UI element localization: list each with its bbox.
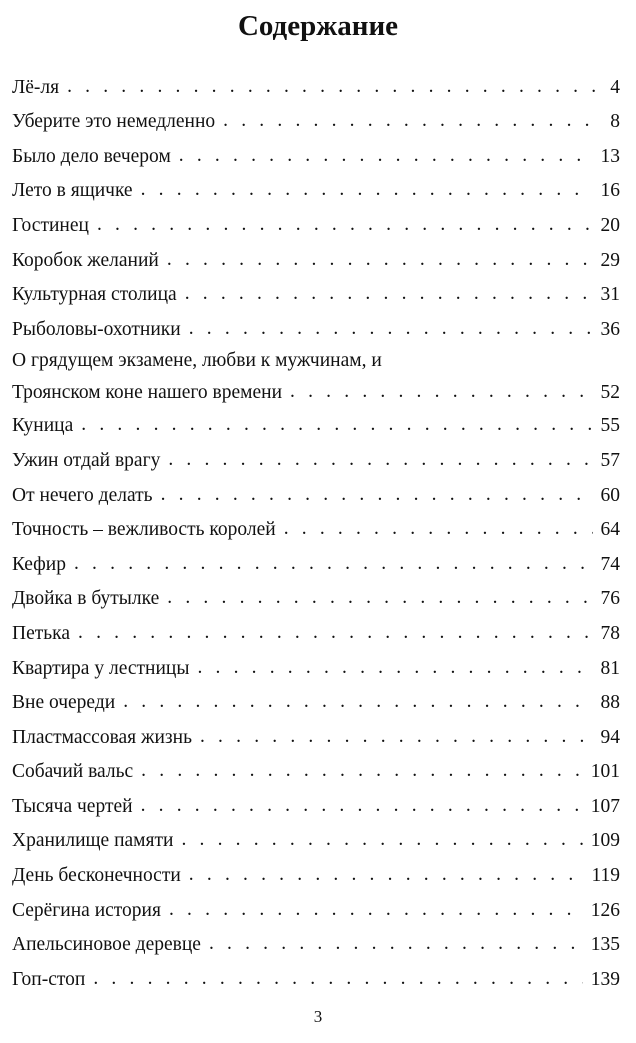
dot-leader	[181, 828, 582, 852]
dot-leader	[97, 213, 593, 237]
toc-entry-page: 4	[610, 76, 620, 98]
toc-entry[interactable]	[12, 755, 620, 790]
toc-entry[interactable]	[12, 443, 620, 478]
dot-leader	[81, 413, 592, 437]
toc-entry-page: 74	[600, 553, 620, 575]
dot-leader	[161, 483, 593, 507]
dot-leader	[67, 75, 602, 99]
toc-entry-title: Вне очереди	[12, 692, 116, 714]
dot-leader	[74, 552, 593, 576]
page-title: Содержание	[237, 10, 399, 42]
dot-leader	[223, 109, 602, 133]
toc-entry[interactable]	[12, 139, 620, 174]
dot-leader	[209, 932, 583, 956]
toc-entry-page: 52	[600, 381, 620, 403]
toc-entry[interactable]	[12, 858, 620, 893]
toc-entry[interactable]	[12, 478, 620, 513]
toc-entry-title: Тысяча чертей	[12, 795, 133, 817]
toc-entry-page: 78	[600, 622, 620, 644]
toc-entry-title: Хранилище памяти	[12, 830, 174, 852]
toc-entry-title: Было дело вечером	[12, 145, 171, 167]
toc-entry[interactable]	[12, 208, 620, 243]
toc-entry-title: Лё-ля	[12, 76, 60, 98]
toc-entry[interactable]	[12, 582, 620, 617]
toc-entry[interactable]	[12, 105, 620, 140]
toc-entry-title: Лето в ящичке	[12, 180, 133, 202]
dot-leader	[189, 863, 584, 887]
toc-entry[interactable]	[12, 720, 620, 755]
toc-entry-page: 13	[600, 145, 620, 167]
toc-entry-page: 109	[590, 830, 620, 852]
toc-entry-title: Апельсиновое деревце	[12, 934, 201, 956]
toc-entry-title: Кефир	[12, 553, 66, 575]
toc-entry[interactable]	[12, 928, 620, 963]
page-number: 3	[313, 1007, 323, 1026]
toc-entry-title: Троянском коне нашего времени	[12, 381, 283, 403]
toc-entry-title: Уберите это немедленно	[12, 111, 216, 133]
dot-leader	[189, 317, 593, 341]
toc-entry-page: 94	[600, 726, 620, 748]
toc-entry-page: 88	[600, 692, 620, 714]
dot-leader	[290, 380, 592, 404]
toc-entry[interactable]	[12, 824, 620, 859]
dot-leader	[93, 967, 582, 991]
toc-entry[interactable]	[12, 651, 620, 686]
toc-entry-page: 101	[590, 761, 620, 783]
toc-entry-page: 36	[600, 318, 620, 340]
toc-entry-page: 135	[590, 934, 620, 956]
toc-entry-page: 107	[590, 795, 620, 817]
toc-entry[interactable]	[12, 962, 620, 997]
dot-leader	[141, 794, 583, 818]
toc-entry-page: 81	[600, 657, 620, 679]
dot-leader	[167, 248, 593, 272]
toc-entry[interactable]	[12, 70, 620, 105]
toc-entry-page: 126	[590, 899, 620, 921]
toc-entry[interactable]	[12, 513, 620, 548]
toc-entry-title: Двойка в бутылке	[12, 588, 160, 610]
toc-entry[interactable]	[12, 347, 620, 409]
toc-entry-title: Гоп-стоп	[12, 968, 86, 990]
dot-leader	[167, 586, 592, 610]
toc-entry-title: Культурная столица	[12, 284, 177, 306]
toc-entry-title: Петька	[12, 622, 70, 644]
toc-entry-title: Точность – вежливость королей	[12, 519, 276, 541]
dot-leader	[123, 690, 592, 714]
toc-entry-title: Серёгина история	[12, 899, 161, 921]
toc-entry-title: Ужин отдай врагу	[12, 449, 161, 471]
toc-entry-page: 55	[600, 415, 620, 437]
toc-entry-page: 76	[600, 588, 620, 610]
dot-leader	[197, 656, 592, 680]
toc-entry-page: 8	[610, 111, 620, 133]
toc-entry[interactable]	[12, 409, 620, 444]
dot-leader	[185, 282, 593, 306]
toc-entry-page: 29	[600, 249, 620, 271]
toc-entry[interactable]	[12, 893, 620, 928]
toc-entry-page: 31	[600, 284, 620, 306]
dot-leader	[168, 448, 592, 472]
toc-entry-title-line1: О грядущем экзамене, любви к мужчинам, и	[12, 349, 382, 371]
toc-entry-page: 119	[591, 865, 620, 887]
toc-entry-page: 139	[590, 968, 620, 990]
toc-entry-title: День бесконечности	[12, 865, 181, 887]
toc-entry-page: 57	[600, 449, 620, 471]
toc-entry-title: Собачий вальс	[12, 761, 134, 783]
toc-entry-title: От нечего делать	[12, 484, 153, 506]
toc-entry[interactable]	[12, 243, 620, 278]
toc-entry-title: Рыболовы-охотники	[12, 318, 181, 340]
toc-entry-page: 16	[600, 180, 620, 202]
toc-entry-page: 60	[600, 484, 620, 506]
toc-entry-page: 64	[600, 519, 620, 541]
dot-leader	[78, 621, 593, 645]
dot-leader	[169, 898, 583, 922]
toc-entry[interactable]	[12, 616, 620, 651]
toc-entry-title: Пластмассовая жизнь	[12, 726, 192, 748]
dot-leader	[200, 725, 593, 749]
toc-entry-title: Гостинец	[12, 214, 89, 236]
toc-entry[interactable]	[12, 278, 620, 313]
toc-entry[interactable]	[12, 174, 620, 209]
toc-entry-title: Коробок желаний	[12, 249, 159, 271]
toc-entry-title: Куница	[12, 415, 74, 437]
dot-leader	[179, 144, 593, 168]
dot-leader	[141, 178, 593, 202]
toc-entry-title: Квартира у лестницы	[12, 657, 190, 679]
table-of-contents	[12, 70, 620, 997]
dot-leader	[141, 759, 583, 783]
toc-entry[interactable]	[12, 547, 620, 582]
toc-entry[interactable]	[12, 789, 620, 824]
toc-entry-page: 20	[600, 214, 620, 236]
toc-entry[interactable]	[12, 686, 620, 721]
toc-entry[interactable]	[12, 312, 620, 347]
dot-leader	[284, 517, 593, 541]
